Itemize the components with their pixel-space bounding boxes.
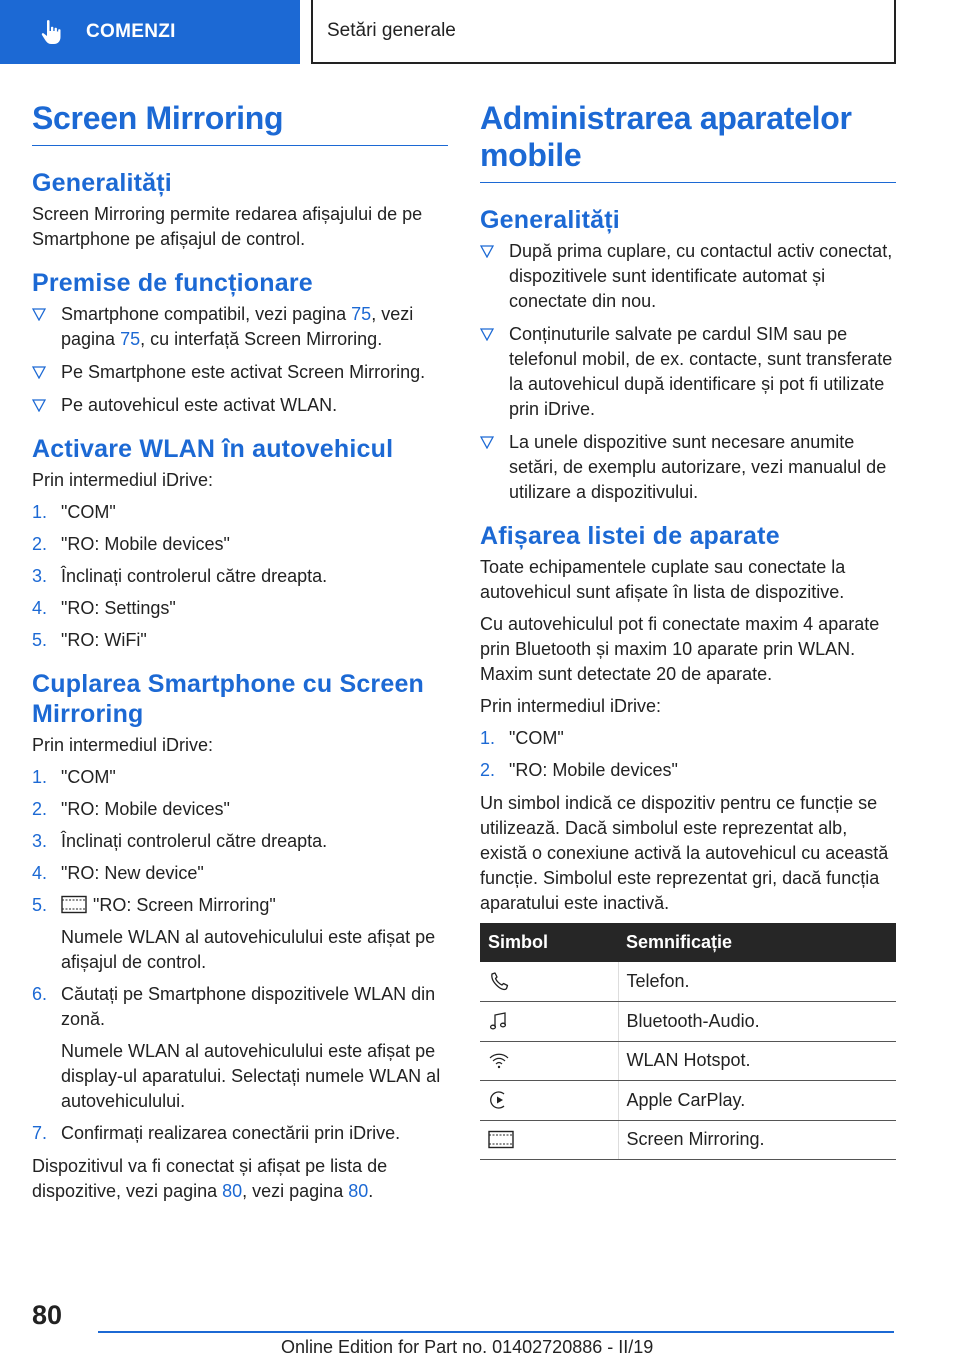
table-cell-text: Telefon.	[618, 962, 896, 1002]
step-item	[32, 628, 448, 653]
step-number: 1.	[32, 767, 48, 787]
table-row	[480, 962, 896, 1002]
step-number: 3.	[32, 831, 48, 851]
step-number: 5.	[32, 630, 48, 650]
step-number: 2.	[480, 760, 496, 780]
step-text: Înclinați controlerul către dreapta.	[61, 831, 328, 851]
table-cell-text: Bluetooth-Audio.	[618, 1002, 896, 1042]
step-item	[32, 532, 448, 557]
cuplare-heading: Cuplarea Smartphone cu Screen Mirroring	[32, 670, 425, 728]
general-list	[480, 239, 896, 505]
list-item	[32, 302, 448, 352]
triangle-bullet-icon	[480, 328, 494, 341]
step-number: 4.	[32, 598, 48, 618]
step-number: 3.	[32, 566, 48, 586]
triangle-bullet-icon	[480, 436, 494, 449]
step-item	[32, 982, 448, 1114]
lista-p3: Un simbol indică ce dispozitiv pentru ce funcție se utilizează. Dacă simbolul este reprezentat alb, există o conexiune activă la autovehicul cu această funcție. Simbolul este reprezentat gri, dacă funcția aparatului este inactivă.	[480, 793, 889, 913]
step-item	[32, 861, 448, 886]
triangle-bullet-icon	[32, 308, 46, 321]
premise-item-1-text-a: Smartphone compatibil, vezi pagina	[61, 304, 352, 324]
step-text: "RO: Mobile devices"	[61, 534, 230, 554]
table-cell-text: WLAN Hotspot.	[618, 1041, 896, 1081]
page-ref-link[interactable]: 75	[351, 304, 372, 324]
footer-divider	[98, 1331, 894, 1333]
step-item	[32, 829, 448, 854]
page-ref-link[interactable]: 80	[222, 1181, 243, 1201]
table-cell-icon	[480, 1120, 618, 1160]
list-item	[32, 393, 448, 418]
page-ref-link[interactable]: 75	[120, 329, 141, 349]
footer-edition: Online Edition for Part no. 01402720886 - II/19	[281, 1337, 654, 1357]
table-header-row	[480, 923, 896, 962]
step-number: 2.	[32, 799, 48, 819]
step-number: 1.	[32, 502, 48, 522]
step-text: "COM"	[509, 728, 564, 748]
step-text: Înclinați controlerul către dreapta.	[61, 566, 328, 586]
table-cell-icon	[480, 1081, 618, 1121]
table-header-symbol: Simbol	[480, 923, 618, 962]
step-number: 2.	[32, 534, 48, 554]
premise-item-2-text: Pe Smartphone este activat Screen Mirroring.	[61, 362, 426, 382]
table-cell-text: Apple CarPlay.	[618, 1081, 896, 1121]
table-cell-icon	[480, 1002, 618, 1042]
lista-p1: Toate echipamentele cuplate sau conectate la autovehicul sunt afișate în lista de dispozitive.	[480, 557, 846, 602]
table-header-meaning: Semnificație	[618, 923, 896, 962]
table-cell-icon	[480, 962, 618, 1002]
hand-touch-icon	[40, 19, 64, 45]
phone-icon	[488, 971, 510, 993]
list-item-text: Conținuturile salvate pe cardul SIM sau pe telefonul mobil, de ex. contacte, sunt transferate la autovehicul după identificare și pot fi utilizate prin iDrive.	[509, 324, 893, 419]
screen-mirroring-icon	[488, 1130, 514, 1149]
list-item	[480, 430, 896, 505]
list-item	[480, 239, 896, 314]
triangle-bullet-icon	[480, 245, 494, 258]
premise-item-3-text: Pe autovehicul este activat WLAN.	[61, 395, 338, 415]
step-number: 7.	[32, 1123, 48, 1143]
step-text: "RO: Mobile devices"	[509, 760, 678, 780]
wifi-icon	[488, 1050, 510, 1072]
list-item-text: După prima cuplare, cu contactul activ conectat, dispozitivele sunt identificate automat și conectate din nou.	[509, 241, 893, 311]
right-column	[480, 100, 896, 1160]
screen-mirroring-title: Screen Mirroring	[32, 100, 448, 146]
outro-text-c: .	[368, 1181, 374, 1201]
step-item	[480, 758, 896, 783]
activare-steps	[32, 500, 448, 653]
step-subtext: Numele WLAN al autovehiculului este afișat pe afișajul de control.	[61, 927, 436, 972]
step-text: "RO: Settings"	[61, 598, 176, 618]
step-subtext: Numele WLAN al autovehiculului este afișat pe display-ul aparatului. Selectați numele WLAN al autovehiculului.	[61, 1041, 441, 1111]
step-text: "RO: Screen Mirroring"	[93, 895, 276, 915]
list-item-text: La unele dispozitive sunt necesare anumite setări, de exemplu autorizare, vezi manualul de utilizare a dispozitivului.	[509, 432, 887, 502]
step-number: 6.	[32, 984, 48, 1004]
activare-intro: Prin intermediul iDrive:	[32, 470, 214, 490]
premise-list	[32, 302, 448, 418]
general-heading: Generalități	[32, 169, 172, 197]
music-note-icon	[488, 1010, 510, 1032]
premise-heading: Premise de funcționare	[32, 269, 313, 297]
section-title: Setări generale	[311, 0, 896, 64]
table-row	[480, 1081, 896, 1121]
step-text: "RO: WiFi"	[61, 630, 147, 650]
step-text: "COM"	[61, 502, 116, 522]
outro-text-a: Dispozitivul va fi conectat și afișat pe lista de dispozitive, vezi pagina	[32, 1156, 388, 1201]
step-number: 4.	[32, 863, 48, 883]
step-text: Confirmați realizarea conectării prin iDrive.	[61, 1123, 401, 1143]
table-cell-icon	[480, 1041, 618, 1081]
cuplare-intro: Prin intermediul iDrive:	[32, 735, 214, 755]
step-item	[32, 564, 448, 589]
step-text: "COM"	[61, 767, 116, 787]
cuplare-steps	[32, 765, 448, 1146]
step-item	[32, 596, 448, 621]
step-item	[32, 765, 448, 790]
table-cell-text: Screen Mirroring.	[618, 1120, 896, 1160]
table-row	[480, 1120, 896, 1160]
chapter-tab-comenzi[interactable]	[0, 0, 300, 64]
step-number: 5.	[32, 895, 48, 915]
step-item	[32, 500, 448, 525]
step-item	[480, 726, 896, 751]
lista-p2: Cu autovehiculul pot fi conectate maxim 4 aparate prin Bluetooth și maxim 10 aparate prin WLAN. Maxim sunt detectate 20 de aparate.	[480, 614, 880, 684]
activare-heading: Activare WLAN în autovehicul	[32, 435, 394, 463]
list-item	[32, 360, 448, 385]
page-number: 80	[32, 1300, 63, 1330]
carplay-icon	[488, 1089, 510, 1111]
screen-mirroring-icon	[61, 895, 87, 914]
step-item	[32, 1121, 448, 1146]
step-number: 1.	[480, 728, 496, 748]
page-ref-link[interactable]: 80	[348, 1181, 369, 1201]
lista-steps	[480, 726, 896, 783]
general-heading: Generalități	[480, 206, 620, 234]
admin-title: Administrarea aparatelor mobile	[480, 100, 896, 183]
lista-heading: Afișarea listei de aparate	[480, 522, 780, 550]
step-item	[32, 797, 448, 822]
step-text: "RO: Mobile devices"	[61, 799, 230, 819]
outro-text-b: , vezi pagina	[242, 1181, 349, 1201]
table-row	[480, 1002, 896, 1042]
cuplare-outro	[32, 1154, 448, 1204]
symbol-table	[480, 923, 896, 1160]
premise-item-1-text-c: , cu interfață Screen Mirroring.	[140, 329, 383, 349]
page-header	[0, 0, 960, 66]
chapter-tab-label: COMENZI	[86, 21, 176, 42]
triangle-bullet-icon	[32, 366, 46, 379]
list-item	[480, 322, 896, 422]
triangle-bullet-icon	[32, 399, 46, 412]
step-text: Căutați pe Smartphone dispozitivele WLAN din zonă.	[61, 984, 436, 1029]
premise-item-1-text-b: , vezi pagina	[61, 304, 414, 349]
general-text: Screen Mirroring permite redarea afișajului de pe Smartphone pe afișajul de control.	[32, 204, 423, 249]
lista-intro: Prin intermediul iDrive:	[480, 696, 662, 716]
left-column	[32, 100, 448, 1211]
table-row	[480, 1041, 896, 1081]
step-text: "RO: New device"	[61, 863, 204, 883]
step-item	[32, 893, 448, 975]
